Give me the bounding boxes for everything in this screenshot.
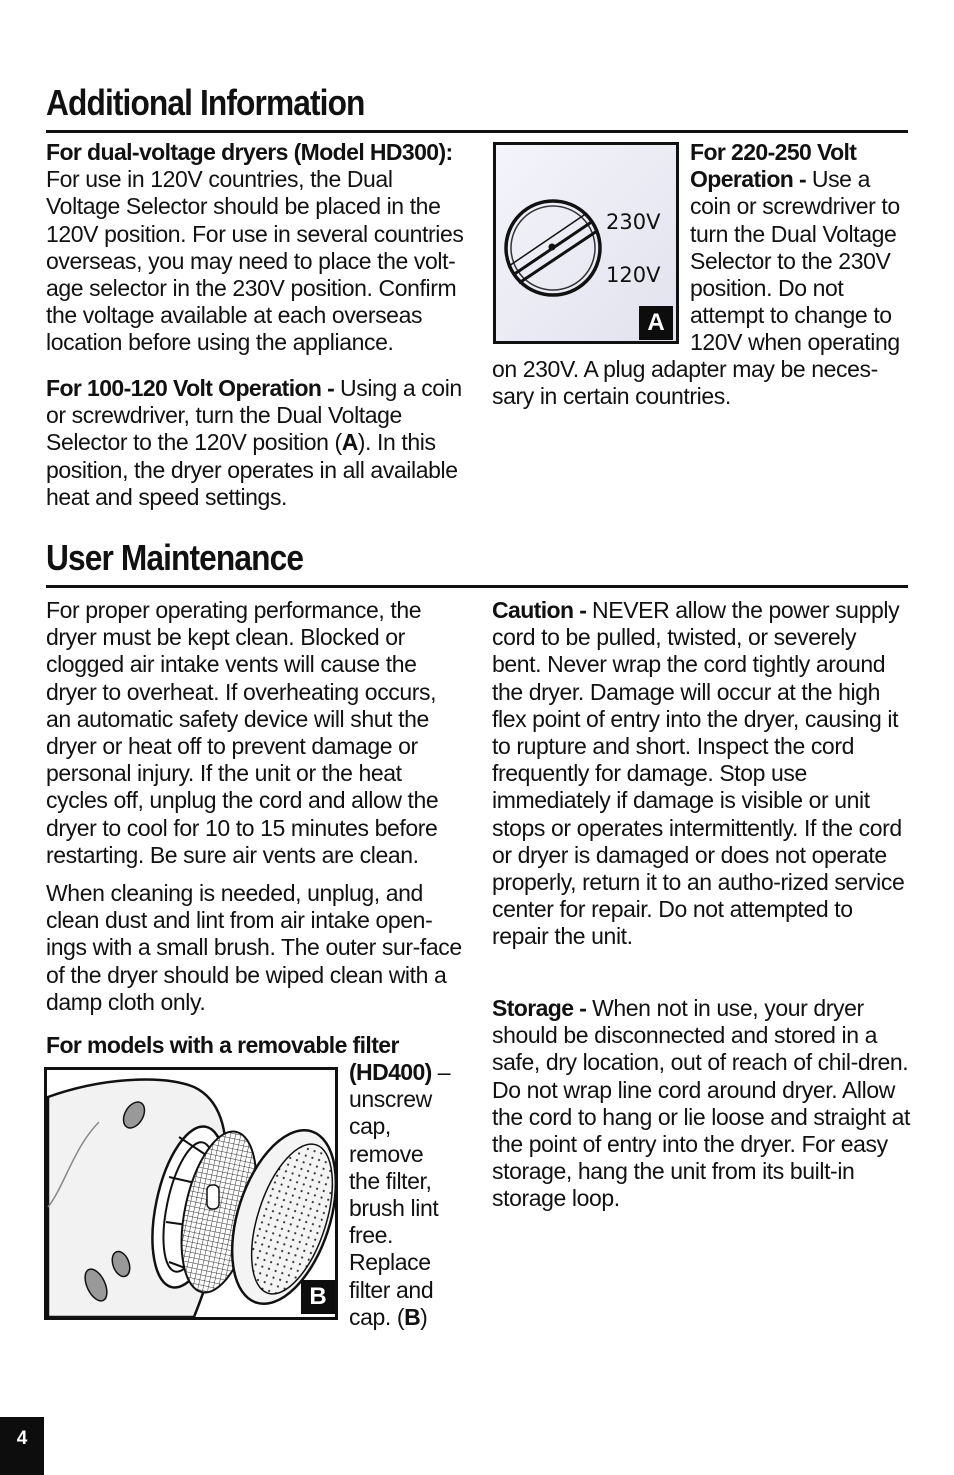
maintenance-paragraph-2: When cleaning is needed, unplug, and clean dust and lint from air intake open-ings with a small brush. The outer sur-face of the dryer should be wiped clean with a damp cloth only. (46, 880, 462, 1015)
filter-paragraph (349, 1059, 455, 1331)
storage-paragraph (492, 995, 910, 1213)
section-heading-additional-information: Additional Information (46, 82, 365, 123)
section-rule (46, 130, 908, 133)
op-220-250-body: Use a coin or screwdriver to turn the Dual Voltage Selector to the 230V position. Do not attempt to change to 120V when operating (690, 166, 900, 356)
maintenance-paragraph-1: For proper operating performance, the dryer must be kept clean. Blocked or clogged air intake vents will cause the dryer to overheat. If overheating occurs, an automatic safety device will shut the dryer or heat off to prevent damage or personal injury. If the unit or the heat cycles off, unplug the cord and allow the dryer to cool for 10 to 15 minutes before restarting. Be sure air vents are clean. (46, 597, 439, 868)
selector-dot-icon (549, 244, 556, 251)
section-heading-user-maintenance: User Maintenance (46, 537, 304, 578)
caution-body: NEVER allow the power supply cord to be pulled, twisted, or severely bent. Never wrap the cord tightly around the dryer. Damage will occur at the high flex point of entry into the dryer, causing it to rupture and short. Inspect the cord frequently for damage. Stop use immediately if damage is visible or unit stops or operates intermittently. If the cord or dryer is damaged or does not operate properly, return it to an autho-rized service center for repair. Do not attempted to repair the unit. (492, 597, 905, 950)
filter-lead-text: For models with a removable filter (46, 1032, 399, 1058)
figure-a-label: A (639, 306, 673, 340)
op-100-120-paragraph (46, 375, 464, 511)
op-100-120-lead: For 100-120 Volt Operation - (46, 375, 341, 401)
figure-a-reference: A (341, 429, 358, 456)
caution-paragraph (492, 597, 910, 951)
op-220-250-paragraph (690, 139, 912, 357)
filter-body: – unscrew cap, remove the filter, brush lint free. Replace filter and cap. ( (349, 1059, 451, 1330)
label-230v: 230V (606, 210, 661, 234)
dual-voltage-body: For use in 120V countries, the Dual Voltage Selector should be placed in the 120V position. For use in several countries overseas, you may need to place the volt-age selector in the 230V position. Confirm the voltage available at each overseas location before using the appliance. (46, 166, 464, 356)
storage-body: When not in use, your dryer should be disconnected and stored in a safe, dry location, out of reach of chil-dren. Do not wrap line cord around dryer. Allow the cord to hang or lie loose and straight at the point of entry into the dryer. For easy storage, hang the unit from its built-in storage loop. (492, 995, 911, 1212)
figure-b-reference: B (404, 1303, 421, 1330)
op-100-120-body-end: ). In this position, the dryer operates in all available heat and speed settings. (46, 429, 458, 510)
caution-lead: Caution - (492, 597, 593, 623)
page-number: 4 (0, 1417, 44, 1475)
section-rule (46, 585, 908, 588)
label-120v: 120V (606, 263, 661, 287)
storage-lead: Storage - (492, 995, 593, 1021)
dual-voltage-lead: For dual-voltage dryers (Model HD300): (46, 139, 453, 165)
filter-lead (46, 1032, 464, 1059)
op-220-250-paragraph-continued: on 230V. A plug adapter may be neces-sary in certain countries. (492, 356, 878, 410)
figure-b-label: B (301, 1280, 335, 1314)
filter-body-end: ) (420, 1303, 428, 1330)
filter-model: (HD400) (349, 1059, 432, 1085)
op-220-250-lead: For 220-250 Volt Operation - (690, 139, 857, 193)
dual-voltage-paragraph (46, 139, 464, 357)
op-100-120-body: Using a coin or screwdriver, turn the Dual Voltage Selector to the 120V position ( (46, 375, 462, 456)
figure-b-filter-illustration (44, 1067, 338, 1320)
